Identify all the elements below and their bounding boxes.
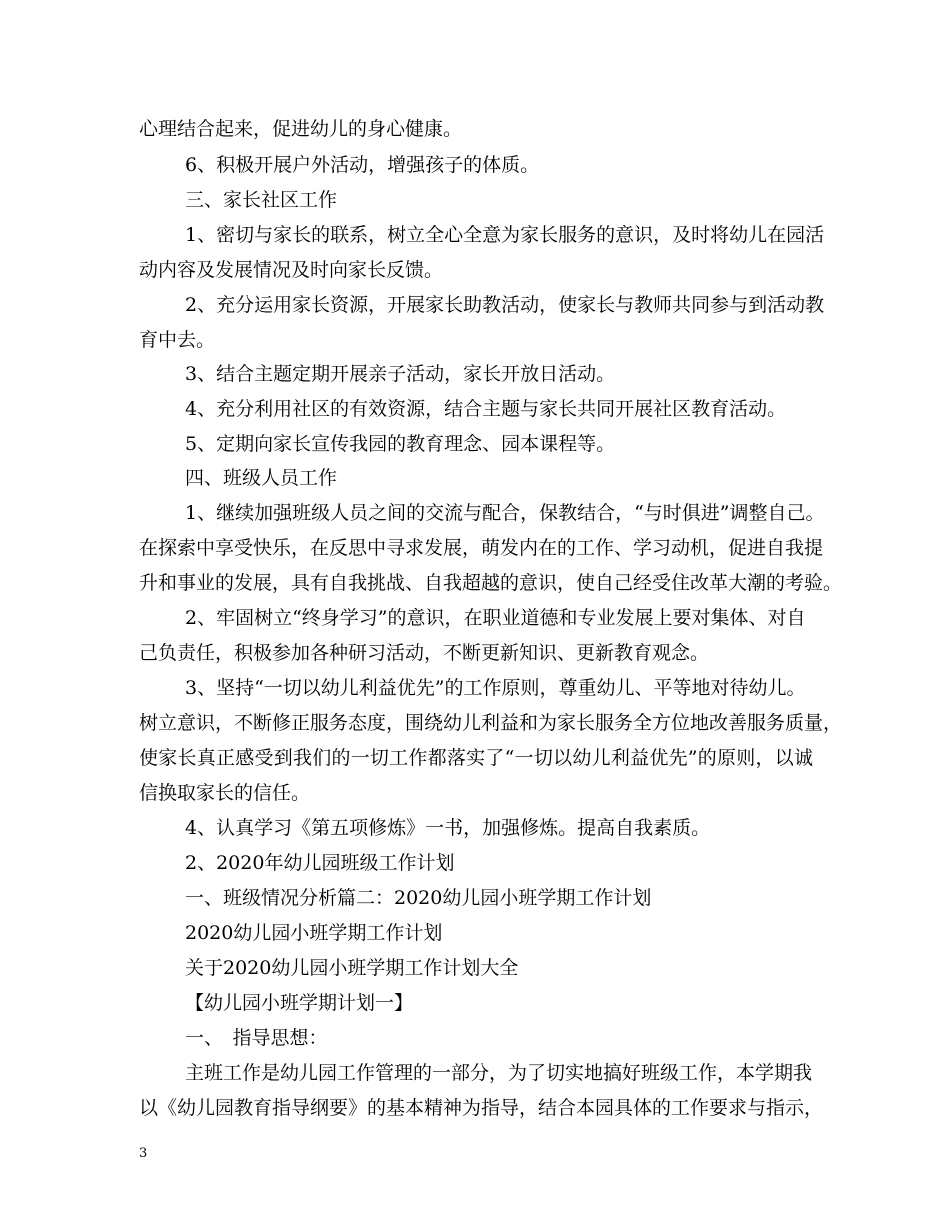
text-line: 5、定期向家长宣传我园的教育理念、园本课程等。: [185, 433, 616, 455]
text-line: 心理结合起来，促进幼儿的身心健康。: [139, 118, 463, 140]
text-line: 4、认真学习《第五项修炼》一书，加强修炼。提高自我素质。: [185, 817, 711, 839]
section-heading: 一、 指导思想：: [185, 1027, 328, 1049]
text-line: 1、继续加强班级人员之间的交流与配合，保教结合，“与时俱进”调整自己。: [185, 502, 825, 524]
text-line: 4、充分利用社区的有效资源，结合主题与家长共同开展社区教育活动。: [185, 398, 787, 420]
text-line: 使家长真正感受到我们的一切工作都落实了“一切以幼儿利益优先”的原则，以诚: [139, 747, 813, 769]
text-line: 2、充分运用家长资源，开展家长助教活动，使家长与教师共同参与到活动教: [185, 294, 825, 316]
text-line: 一、班级情况分析篇二：2020幼儿园小班学期工作计划: [185, 887, 652, 909]
text-line: 信换取家长的信任。: [139, 782, 311, 804]
text-line: 动内容及发展情况及时向家长反馈。: [139, 259, 444, 281]
text-line: 己负责任，积极参加各种研习活动，不断更新知识、更新教育观念。: [139, 642, 710, 664]
text-line: 树立意识，不断修正服务态度，围绕幼儿利益和为家长服务全方位地改善服务质量，: [139, 712, 843, 734]
text-line: 主班工作是幼儿园工作管理的一部分，为了切实地搞好班级工作，本学期我: [185, 1062, 813, 1084]
text-line: 2、2020年幼儿园班级工作计划: [185, 852, 455, 874]
section-heading: 四、班级人员工作: [185, 467, 338, 489]
text-line: 在探索中享受快乐，在反思中寻求发展，萌发内在的工作、学习动机，促进自我提: [139, 537, 824, 559]
text-line: 2、牢固树立“终身学习”的意识，在职业道德和专业发展上要对集体、对自: [185, 607, 806, 629]
section-heading: 三、家长社区工作: [185, 189, 338, 211]
text-line: 育中去。: [139, 329, 216, 351]
text-line: 1、密切与家长的联系，树立全心全意为家长服务的意识，及时将幼儿在园活: [185, 224, 825, 246]
text-line: 以《幼儿园教育指导纲要》的基本精神为指导，结合本园具体的工作要求与指示，: [139, 1097, 824, 1119]
text-line: 3、结合主题定期开展亲子活动，家长开放日活动。: [185, 363, 616, 385]
page-number: 3: [139, 1146, 148, 1161]
text-line: 2020幼儿园小班学期工作计划: [185, 922, 443, 944]
text-line: 【幼儿园小班学期计划一】: [185, 992, 414, 1014]
text-line: 升和事业的发展，具有自我挑战、自我超越的意识，使自己经受住改革大潮的考验。: [139, 572, 843, 594]
text-line: 3、坚持“一切以幼儿利益优先”的工作原则，尊重幼儿、平等地对待幼儿。: [185, 677, 806, 699]
text-line: 关于2020幼儿园小班学期工作计划大全: [185, 957, 519, 979]
text-line: 6、积极开展户外活动，增强孩子的体质。: [185, 154, 540, 176]
